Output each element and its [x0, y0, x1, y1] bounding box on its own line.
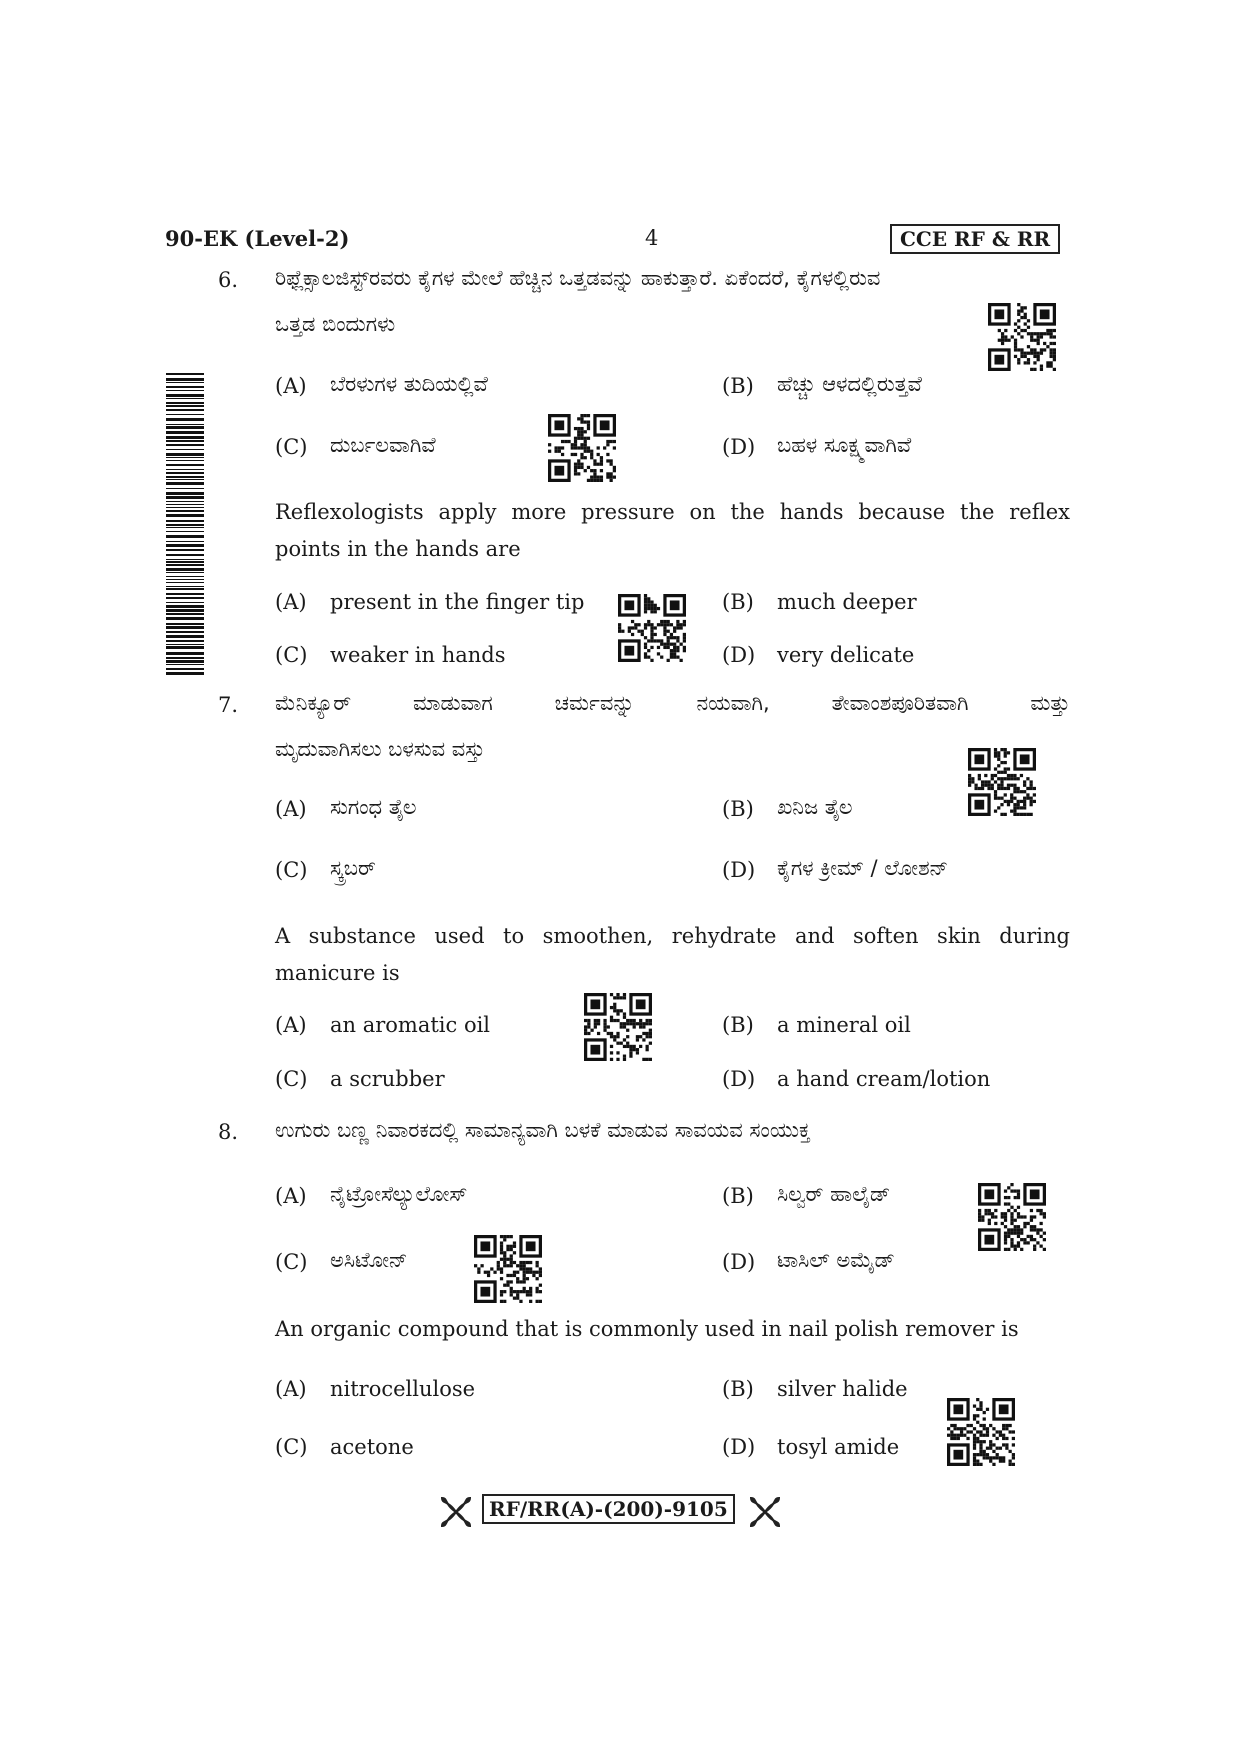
option-text: a hand cream/lotion: [777, 1067, 991, 1091]
ornament-right-icon: [747, 1494, 783, 1530]
question-kannada-line: ಒತ್ತಡ ಬಿಂದುಗಳು: [275, 312, 396, 336]
option-text: ಟಾಸಿಲ್ ಅಮೈಡ್: [777, 1248, 895, 1272]
footer-code: RF/RR(A)-(200)-9105: [482, 1494, 735, 1524]
option-letter: (B): [722, 797, 754, 821]
side-barcode: [166, 373, 204, 675]
option-letter: (A): [275, 374, 307, 398]
qr-code: [584, 993, 652, 1061]
option-letter: (D): [722, 858, 756, 882]
option-text: ಹೆಚ್ಚು ಆಳದಲ್ಲಿರುತ್ತವೆ: [777, 372, 922, 396]
option-text: silver halide: [777, 1377, 908, 1401]
option-letter: (C): [275, 1435, 308, 1459]
option-text: ನೈಟ್ರೋಸೆಲ್ಯುಲೋಸ್: [330, 1182, 468, 1206]
option-text: very delicate: [777, 643, 915, 667]
option-text: ಸಿಲ್ವರ್ ಹಾಲೈಡ್: [777, 1182, 891, 1206]
question-number: 8.: [218, 1120, 239, 1144]
option-text: ಸ್ಕ್ರಬರ್: [330, 856, 376, 880]
question-kannada-line: ಮೆನಿಕ್ಯೂರ್ ಮಾಡುವಾಗ ಚರ್ಮವನ್ನು ನಯವಾಗಿ, ತೇವಾಂಶಪೂರಿತವಾಗಿ ಮತ್ತು: [275, 691, 1070, 715]
question-kannada-line: ಮೃದುವಾಗಿಸಲು ಬಳಸುವ ವಸ್ತು: [275, 737, 485, 761]
option-letter: (D): [722, 435, 756, 459]
option-letter: (D): [722, 1067, 756, 1091]
question-english-line: points in the hands are: [275, 537, 521, 561]
option-letter: (B): [722, 374, 754, 398]
option-text: an aromatic oil: [330, 1013, 491, 1037]
option-text: nitrocellulose: [330, 1377, 476, 1401]
option-letter: (D): [722, 643, 756, 667]
option-letter: (A): [275, 590, 307, 614]
option-text: acetone: [330, 1435, 414, 1459]
option-letter: (A): [275, 797, 307, 821]
option-letter: (A): [275, 1377, 307, 1401]
option-text: ಬೆರಳುಗಳ ತುದಿಯಲ್ಲಿವೆ: [330, 372, 488, 396]
option-letter: (D): [722, 1435, 756, 1459]
option-letter: (C): [275, 1250, 308, 1274]
option-text: a mineral oil: [777, 1013, 911, 1037]
option-text: much deeper: [777, 590, 917, 614]
qr-code: [978, 1183, 1046, 1251]
exam-badge: CCE RF & RR: [890, 224, 1060, 254]
option-letter: (D): [722, 1250, 756, 1274]
option-letter: (C): [275, 643, 308, 667]
option-text: ಅಸಿಟೋನ್: [330, 1248, 408, 1272]
option-letter: (A): [275, 1184, 307, 1208]
ornament-left-icon: [438, 1494, 474, 1530]
qr-code: [548, 414, 616, 482]
question-english-line: An organic compound that is commonly used in nail polish remover is: [275, 1317, 1019, 1341]
qr-code: [988, 303, 1056, 371]
question-kannada-line: ಉಗುರು ಬಣ್ಣ ನಿವಾರಕದಲ್ಲಿ ಸಾಮಾನ್ಯವಾಗಿ ಬಳಕೆ ಮಾಡುವ ಸಾವಯವ ಸಂಯುಕ್ತ: [275, 1118, 811, 1142]
question-english-line: manicure is: [275, 961, 400, 985]
option-letter: (A): [275, 1013, 307, 1037]
option-text: ಬಹಳ ಸೂಕ್ಷ್ಮವಾಗಿವೆ: [777, 433, 912, 457]
option-text: a scrubber: [330, 1067, 445, 1091]
option-text: ದುರ್ಬಲವಾಗಿವೆ: [330, 433, 436, 457]
option-letter: (B): [722, 1377, 754, 1401]
qr-code: [618, 594, 686, 662]
question-kannada-line: ರಿಫ್ಲೆಕ್ಸಾಲಜಿಸ್ಟ್‌ರವರು ಕೈಗಳ ಮೇಲೆ ಹೆಚ್ಚಿನ ಒತ್ತಡವನ್ನು ಹಾಕುತ್ತಾರೆ. ಏಕೆಂದರೆ, ಕೈಗಳಲ್ಲಿರುವ: [275, 266, 881, 290]
paper-code: 90-EK (Level-2): [165, 226, 350, 251]
option-text: ಕೈಗಳ ಕ್ರೀಮ್ / ಲೋಶನ್: [777, 856, 949, 880]
question-english-line: Reflexologists apply more pressure on the hands because the reflex: [275, 500, 1070, 524]
qr-code: [474, 1235, 542, 1303]
option-text: tosyl amide: [777, 1435, 900, 1459]
option-letter: (C): [275, 1067, 308, 1091]
option-letter: (B): [722, 590, 754, 614]
option-letter: (B): [722, 1184, 754, 1208]
qr-code: [968, 748, 1036, 816]
page-number: 4: [645, 226, 659, 250]
option-letter: (B): [722, 1013, 754, 1037]
option-text: weaker in hands: [330, 643, 506, 667]
option-letter: (C): [275, 858, 308, 882]
option-text: ಸುಗಂಧ ತೈಲ: [330, 795, 417, 819]
question-number: 7.: [218, 693, 239, 717]
option-text: ಖನಿಜ ತೈಲ: [777, 795, 853, 819]
qr-code: [947, 1398, 1015, 1466]
option-text: present in the finger tip: [330, 590, 585, 614]
question-english-line: A substance used to smoothen, rehydrate and soften skin during: [275, 924, 1070, 948]
question-number: 6.: [218, 268, 239, 292]
option-letter: (C): [275, 435, 308, 459]
